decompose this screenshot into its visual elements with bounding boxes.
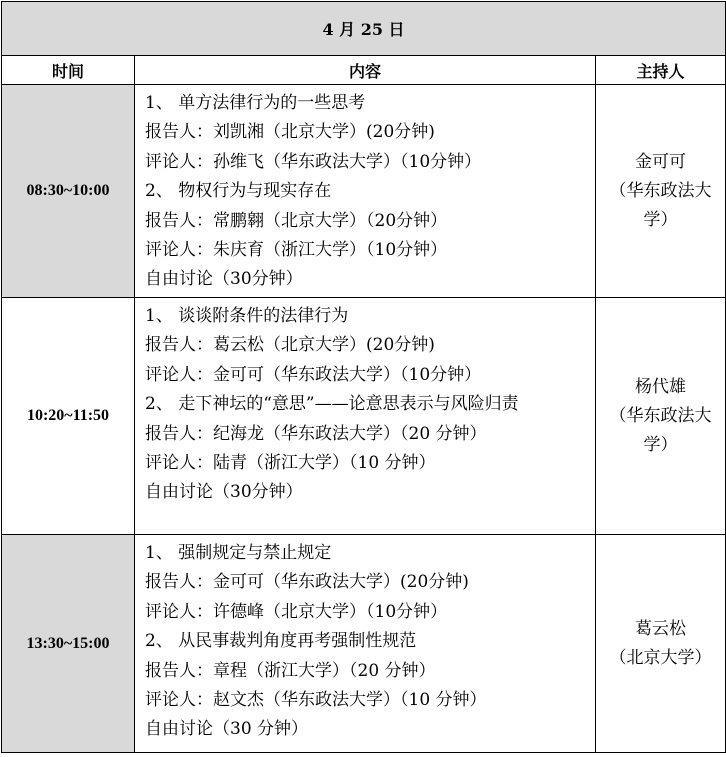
session-line: 评论人：朱庆育（浙江大学）（10分钟） bbox=[145, 240, 448, 261]
session-line: 报告人：纪海龙（华东政法大学）（20 分钟） bbox=[145, 423, 487, 444]
session-line: 报告人：常鹏翱（北京大学）（20分钟） bbox=[145, 210, 448, 231]
session-time: 13:30~15:00 bbox=[2, 535, 135, 753]
host-org: （北京大学） bbox=[609, 647, 712, 668]
session-line: 评论人：赵文杰（华东政法大学）（10 分钟） bbox=[145, 690, 487, 711]
session-line: 自由讨论（30 分钟） bbox=[145, 719, 309, 740]
session-line: 评论人：金可可（华东政法大学）（10分钟） bbox=[145, 364, 482, 385]
host-org: （华东政法大学） bbox=[609, 405, 712, 455]
session-host bbox=[596, 85, 726, 298]
session-line: 2、 物权行为与现实存在 bbox=[145, 181, 332, 202]
session-row bbox=[2, 85, 726, 298]
schedule-table bbox=[1, 1, 726, 753]
session-time: 10:20~11:50 bbox=[2, 298, 135, 535]
session-line: 评论人：许德峰（北京大学）（10分钟） bbox=[145, 601, 448, 622]
session-line: 1、 单方法律行为的一些思考 bbox=[145, 93, 366, 113]
session-line: 评论人：孙维飞（华东政法大学）（10分钟） bbox=[145, 151, 482, 172]
session-content bbox=[135, 85, 596, 298]
session-line: 报告人：刘凯湘（北京大学）(20分钟) bbox=[145, 122, 435, 143]
header-content: 内容 bbox=[135, 56, 596, 85]
session-time: 08:30~10:00 bbox=[2, 85, 135, 298]
header-time: 时间 bbox=[2, 56, 135, 85]
session-row bbox=[2, 535, 726, 753]
session-line: 报告人：葛云松（北京大学）(20分钟) bbox=[145, 335, 435, 356]
session-line: 2、 走下神坛的“意思”——论意思表示与风险归责 bbox=[145, 394, 519, 415]
session-line: 1、 谈谈附条件的法律行为 bbox=[145, 306, 349, 326]
date-title: 4 月 25 日 bbox=[2, 2, 726, 56]
session-line: 评论人：陆青（浙江大学）（10 分钟） bbox=[145, 453, 436, 474]
header-host: 主持人 bbox=[596, 56, 726, 85]
host-org: （华东政法大学） bbox=[609, 180, 712, 230]
header-row bbox=[2, 56, 726, 85]
session-line: 报告人：金可可（华东政法大学）(20分钟) bbox=[145, 572, 469, 593]
session-line: 报告人：章程（浙江大学）（20 分钟） bbox=[145, 660, 436, 681]
session-line: 自由讨论（30分钟） bbox=[145, 269, 303, 290]
date-row bbox=[2, 2, 726, 56]
session-line: 1、 强制规定与禁止规定 bbox=[145, 543, 332, 563]
session-content bbox=[135, 535, 596, 753]
session-line: 2、 从民事裁判角度再考强制性规范 bbox=[145, 631, 417, 652]
host-name: 金可可 bbox=[635, 151, 686, 172]
session-host bbox=[596, 298, 726, 535]
session-content bbox=[135, 298, 596, 535]
session-line: 自由讨论（30分钟） bbox=[145, 482, 303, 503]
session-row bbox=[2, 298, 726, 535]
session-host bbox=[596, 535, 726, 753]
host-name: 杨代雄 bbox=[635, 376, 686, 397]
host-name: 葛云松 bbox=[635, 618, 686, 639]
